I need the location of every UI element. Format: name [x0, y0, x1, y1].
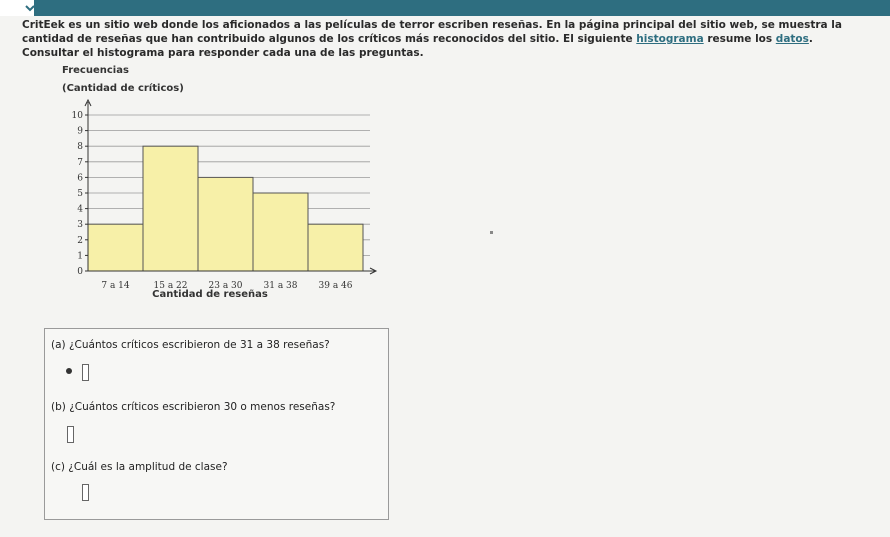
mouse-pointer	[490, 231, 493, 234]
y-tick-label: 7	[77, 157, 83, 168]
y-tick-label: 0	[77, 267, 83, 277]
chevron-down-icon[interactable]	[24, 2, 36, 14]
x-tick-label: 7 a 14	[101, 281, 130, 291]
y-tick-label: 4	[77, 204, 83, 215]
y-tick-label: 10	[71, 111, 83, 121]
top-bar-accent	[34, 0, 890, 16]
histogram-bar	[88, 224, 143, 271]
x-tick-label: 15 a 22	[153, 281, 188, 291]
y-tick-label: 5	[77, 189, 83, 199]
question-c: (c) ¿Cuál es la amplitud de clase?	[51, 461, 228, 473]
answer-b-input[interactable]	[67, 426, 74, 443]
question-a: (a) ¿Cuántos críticos escribieron de 31 a 38 reseñas?	[51, 339, 330, 351]
y-tick-label: 1	[77, 251, 83, 262]
data-link[interactable]: datos	[775, 33, 809, 45]
intro-text-3: . Consultar el histograma para responder cada una de las preguntas.	[22, 33, 813, 59]
answer-a-input[interactable]	[82, 364, 89, 381]
question-b: (b) ¿Cuántos críticos escribieron 30 o menos reseñas?	[51, 401, 336, 413]
answer-c-input[interactable]	[82, 484, 89, 501]
histogram-bar	[308, 224, 363, 271]
x-tick-label: 31 a 38	[263, 281, 298, 291]
x-axis-label: Cantidad de reseñas	[152, 289, 268, 300]
y-tick-label: 2	[77, 235, 83, 246]
y-ticks-group	[72, 111, 88, 277]
top-bar	[0, 0, 890, 16]
intro-text-2: resume los	[703, 33, 776, 45]
questions-panel	[44, 328, 389, 520]
problem-statement	[22, 18, 872, 60]
histogram-svg	[58, 64, 388, 304]
y-axis-label: Frecuencias	[62, 65, 129, 76]
histogram-bar	[198, 177, 253, 271]
y-tick-label: 8	[77, 142, 83, 153]
y-tick-label: 9	[77, 126, 83, 137]
x-tick-label: 23 a 30	[208, 281, 243, 291]
y-tick-label: 3	[77, 220, 83, 231]
intro-text-1: CritEek es un sitio web donde los aficionados a las películas de terror escriben reseñas. En la página principal del sitio web, se muestra la cantidad de reseñas que han contribuido algunos de los críticos más reconocidos del sitio. El siguiente	[22, 19, 842, 45]
histogram-bar	[143, 146, 198, 271]
histogram-bar	[253, 193, 308, 271]
x-tick-label: 39 a 46	[318, 281, 353, 291]
y-axis-sublabel: (Cantidad de críticos)	[62, 83, 184, 94]
y-tick-label: 6	[77, 173, 83, 184]
focus-indicator	[66, 368, 72, 374]
histogram-link[interactable]: histograma	[636, 33, 704, 45]
histogram-chart	[58, 64, 388, 304]
